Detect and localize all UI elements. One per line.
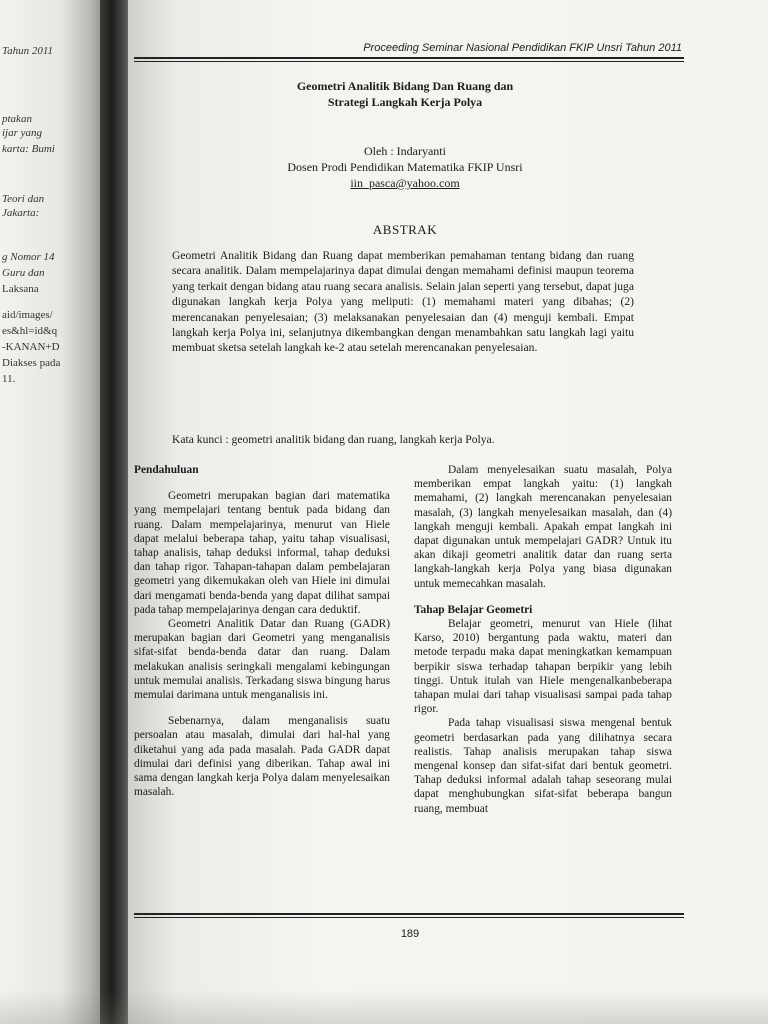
- facing-page-text-fragment: Diakses pada: [2, 357, 61, 369]
- facing-page: [0, 0, 112, 1024]
- header-rule: [134, 57, 684, 59]
- abstract-heading: ABSTRAK: [372, 222, 438, 237]
- facing-page-text-fragment: g Nomor 14: [2, 251, 55, 263]
- facing-page-text-fragment: ptakan: [2, 113, 32, 125]
- facing-page-text-fragment: Tahun 2011: [2, 45, 54, 57]
- section-heading-tahap-belajar: Tahap Belajar Geometri: [414, 603, 533, 616]
- author-email[interactable]: [230, 175, 580, 191]
- facing-page-text-fragment: 11.: [2, 373, 16, 385]
- facing-page-text-fragment: -KANAN+D: [2, 341, 60, 353]
- facing-page-text-fragment: Guru dan: [2, 267, 45, 279]
- facing-page-text-fragment: Laksana: [2, 283, 39, 295]
- author-line: Oleh : Indaryanti: [364, 144, 446, 158]
- section-heading-pendahuluan: Pendahuluan: [134, 464, 199, 476]
- left-column: [134, 463, 390, 799]
- page-number: 189: [400, 928, 420, 940]
- running-header: Proceeding Seminar Nasional Pendidikan FKIP Unsri Tahun 2011: [363, 42, 682, 54]
- paragraph: Geometri Analitik Datar dan Ruang (GADR) merupakan bagian dari Geometri yang menganalisis sifat-sifat benda-benda datar dan ruang. Dalam melakukan analisis seringkali mengalami kebingungan untuk memulai analisis. Terkadang siswa bingung harus memulai darimana untuk menganalisis ini.: [134, 618, 390, 702]
- scan-shadow: [0, 990, 768, 1024]
- affiliation-line: Dosen Prodi Pendidikan Matematika FKIP Unsri: [287, 160, 523, 174]
- paragraph: Geometri merupakan bagian dari matematika yang mempelajari tentang bentuk pada bidang dan ruang. Dalam mempelajarinya, menurut van Hiele dapat melalui beberapa tahap, yaitu tahap visualisasi, tahap analisis, tahap deduksi informal, tahap deduksi dan tahap rigor. Tahapan-tahapan dalam pembelajaran geometri yang dikemukakan oleh van Hiele ini dimulai dari mengamati benda-benda yang dapat dilihat sampai pada tahap mempelajarinya dengan cara deduktif.: [134, 490, 390, 616]
- facing-page-text-fragment: Teori dan: [2, 193, 45, 205]
- facing-page-text-fragment: karta: Bumi: [2, 143, 55, 155]
- abstract-body: Geometri Analitik Bidang dan Ruang dapat memberikan pemahaman tentang bidang dan ruang secara analitik. Dalam mempelajarinya dapat dimulai dengan memahami definisi maupun teorema yang terkait dengan bidang atau ruang secara analisis. Selain jalan seperti yang tersebut, dapat juga digunakan langkah kerja Polya yang meliputi: (1) memahami materi yang dibahas; (2) merencanakan penyelesaian; (3) melaksanakan penyelesaian dan (4) menguji kembali. Empat langkah kerja Polya ini, selanjutnya dikembangkan dengan menambahkan satu langkah lagi yaitu membuat sketsa setelah langkah ke-2 atau setelah merencanakan penyelesaian.: [172, 249, 634, 355]
- email-link[interactable]: iin_pasca@yahoo.com: [350, 176, 460, 190]
- article-title-line-1: Geometri Analitik Bidang Dan Ruang dan: [296, 79, 514, 93]
- header-rule-thin: [134, 61, 684, 62]
- facing-page-text-fragment: aid/images/: [2, 309, 53, 321]
- paragraph: Belajar geometri, menurut van Hiele (lihat Karso, 2010) bergantung pada waktu, materi dan metode terpadu maka dapat meningkatkan kemampuan berpikir siswa terhadap tahapan berpikir yang lebih tinggi. Untuk itulah van Hiele mengenalkanbeberapa tahapan mulai dari tahap visualisasi sampai pada tahap rigor.: [414, 618, 672, 716]
- footer-rule: [134, 913, 684, 915]
- footer-rule-thin: [134, 917, 684, 918]
- paragraph: Sebenarnya, dalam menganalisis suatu persoalan atau masalah, dimulai dari hal-hal yang diketahui yang ada pada masalah. Pada GADR dapat dimulai dari definisi yang diberikan. Tahap awal ini sama dengan langkah kerja Polya dalam menyelesaikan masalah.: [134, 715, 390, 799]
- facing-page-text-fragment: Jakarta:: [2, 207, 40, 219]
- article-title-line-2: Strategi Langkah Kerja Polya: [327, 95, 483, 109]
- keywords-line: Kata kunci : geometri analitik bidang dan ruang, langkah kerja Polya.: [172, 433, 495, 446]
- facing-page-text-fragment: es&hl=id&q: [2, 325, 58, 337]
- facing-page-text-fragment: ijar yang: [2, 127, 43, 139]
- paragraph: Dalam menyelesaikan suatu masalah, Polya memberikan empat langkah yaitu: (1) langkah memahami, (2) langkah merencanakan penyelesaian masalah, (3) langkah menyelesaikan masalah, dan (4) langkah menguji kembali. Apakah empat langkah ini dapat digunakan untuk mempelajari GADR? Untuk itu akan dikaji geometri analitik datar dan ruang serta langkah-langkah kerja Polya yang biasa digunakan untuk memecahkan masalah.: [414, 464, 672, 590]
- paragraph: Pada tahap visualisasi siswa mengenal bentuk geometri berdasarkan pada yang dilihatnya secara realistis. Tahap analisis merupakan tahap siswa mengenal konsep dan sifat-sifat dari bentuk geometri. Tahap deduksi informal adalah tahap seseorang mulai dapat menghubungkan sifat-sifat beberapa bangun ruang, membuat: [414, 717, 672, 815]
- right-column: [414, 463, 672, 816]
